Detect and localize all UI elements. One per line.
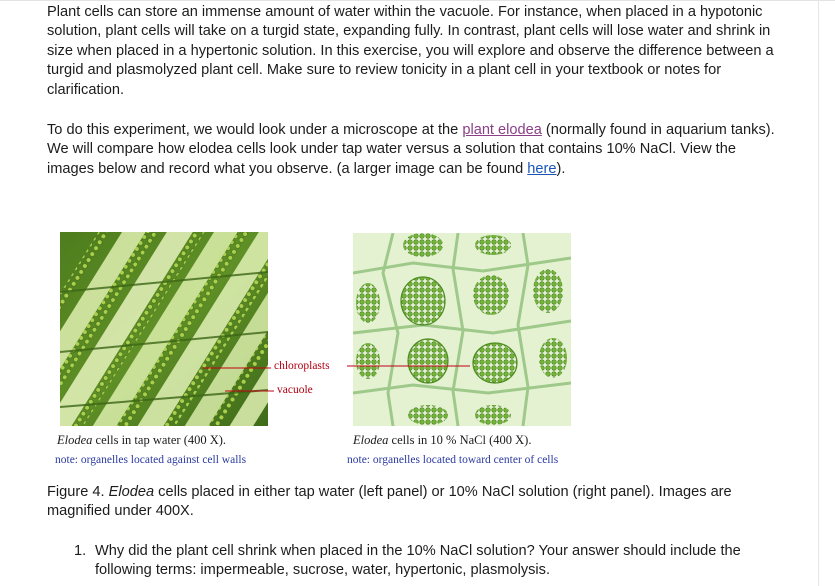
- left-caption-text: cells in tap water (400 X).: [92, 433, 227, 447]
- chloroplasts-label: chloroplasts: [274, 360, 330, 372]
- figure-caption-text: cells placed in either tap water (left panel) or 10% NaCl solution (right panel). Images are magnified under 400X.: [47, 484, 732, 520]
- experiment-text-2: (normally found in aquarium tanks). We will compare how elodea cells look under tap water versus a solution that contains 10% NaCl. View the images below and record what you observe. (a larger image can be found: [47, 122, 775, 177]
- right-caption-text: cells in 10 % NaCl (400 X).: [388, 433, 532, 447]
- page-right-border: [818, 0, 819, 586]
- right-caption-species: Elodea: [353, 433, 389, 447]
- experiment-text-1: To do this experiment, we would look under a microscope at the: [47, 122, 463, 139]
- question-text: Why did the plant cell shrink when placed in the 10% NaCl solution? Your answer should include the following terms: impermeable, sucrose, water, hypertonic, plasmolysis.: [95, 543, 741, 579]
- right-image-caption: [353, 433, 531, 448]
- experiment-paragraph: [47, 121, 787, 179]
- figure-caption-prefix: Figure 4.: [47, 484, 109, 500]
- figure-caption-species: Elodea: [108, 484, 155, 500]
- intro-paragraph: Plant cells can store an immense amount of water within the vacuole. For instance, when placed in a hypotonic solution, plant cells will take on a turgid state, expanding fully. In contrast, plant cells will lose water and shrink in size when placed in a hypertonic solution. In this exercise, you will explore and observe the difference between a turgid and plasmolyzed plant cell. Make sure to review tonicity in a plant cell in your textbook or notes for clarification.: [47, 4, 774, 98]
- left-caption-species: Elodea: [57, 433, 93, 447]
- document-body: [47, 3, 787, 179]
- experiment-text-3: ).: [556, 160, 566, 177]
- question-1: [74, 542, 774, 581]
- vacuole-label: vacuole: [277, 384, 313, 396]
- elodea-figure: [55, 232, 595, 472]
- left-image-caption: [57, 433, 226, 448]
- annotation-lines: [55, 232, 595, 432]
- figure-caption: [47, 483, 767, 522]
- larger-image-link[interactable]: here: [527, 160, 557, 177]
- page-top-border: [0, 0, 835, 1]
- left-image-note: note: organelles located against cell walls: [55, 454, 247, 466]
- right-image-note: note: organelles located toward center of cells: [347, 454, 559, 466]
- question-number: 1.: [74, 543, 87, 559]
- plant-elodea-link[interactable]: plant elodea: [462, 122, 542, 139]
